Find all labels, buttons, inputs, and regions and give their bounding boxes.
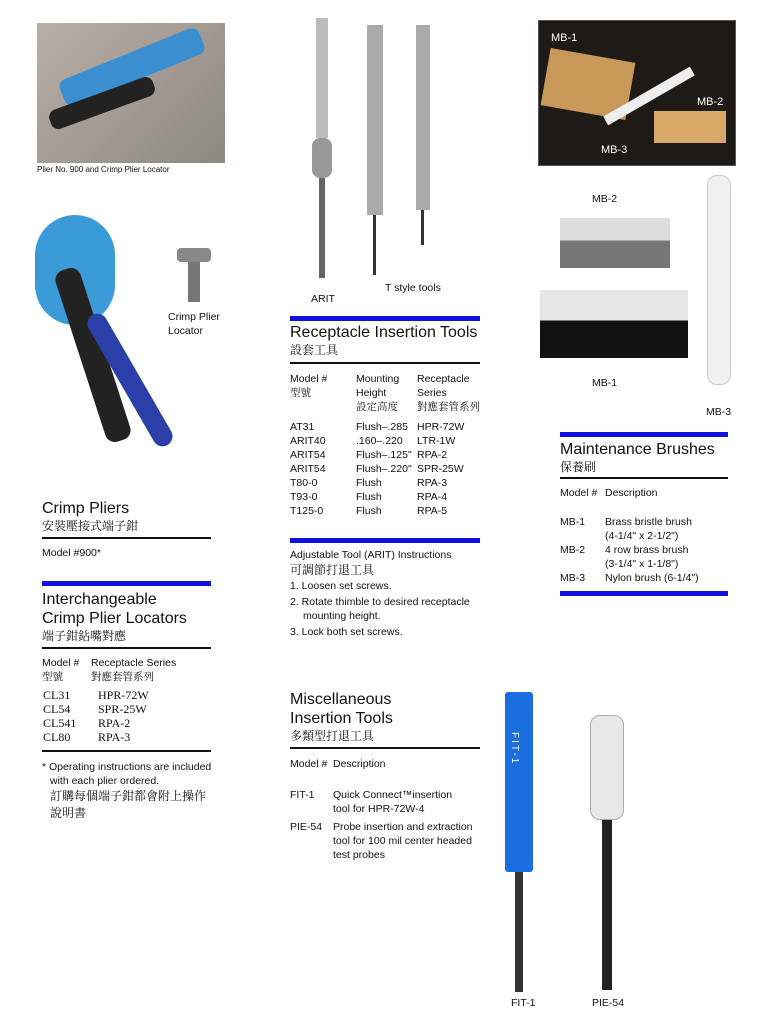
cell-s: RPA-3: [417, 477, 448, 489]
mb1-brush-photo: [540, 290, 688, 358]
mb2-brush-photo: [560, 218, 670, 268]
cell-h: Flush: [356, 505, 382, 517]
cell-s: RPA-5: [417, 505, 448, 517]
receptacle-col-model: Model #: [290, 373, 328, 385]
arit-instructions: Adjustable Tool (ARIT) Instructions 可調節打退工具 1. Loosen set screws. 2. Rotate thimble to desired receptacle mounting height. 3. Lock both set screws.: [290, 549, 470, 638]
mb3-brush-photo: [707, 175, 731, 385]
cell-m: AT31: [290, 421, 315, 433]
plier-photo: [37, 23, 225, 163]
locators-title-2: Crimp Plier Locators: [42, 610, 187, 627]
locators-title-1: Interchangeable: [42, 591, 157, 608]
brushes-col-desc: Description: [605, 487, 658, 499]
brushes-col-model: Model #: [560, 487, 598, 499]
cell-s: LTR-1W: [417, 435, 456, 447]
t-style-tool-photo-1: [367, 25, 383, 275]
cell-h: .160–.220: [356, 435, 403, 447]
table-row: [290, 434, 490, 448]
cell-m: ARIT54: [290, 463, 326, 475]
table-row: FIT-1 Quick Connect™insertion tool for HPR-72W-4: [290, 789, 453, 815]
cell-h: Flush–.220": [356, 463, 412, 475]
table-row: [290, 490, 490, 504]
table-row: MB-1 Brass bristle brush (4-1/4" x 2-1/2"): [560, 516, 692, 542]
cell-m: ARIT40: [290, 435, 326, 447]
plier-caption: Plier No. 900 and Crimp Plier Locator: [37, 165, 170, 174]
cell-m: T125-0: [290, 505, 324, 517]
cell-m: T80-0: [290, 477, 318, 489]
cell-m: ARIT54: [290, 449, 326, 461]
mb3-label: MB-3: [706, 406, 732, 418]
fit1-label: FIT-1: [511, 997, 536, 1009]
cell-s: HPR-72W: [417, 421, 465, 433]
cell-h: Flush: [356, 477, 382, 489]
fit1-handle-text: FIT-1: [509, 732, 520, 766]
table-row: [290, 462, 490, 476]
receptacle-col-series: Receptacle: [417, 373, 470, 385]
locators-col-series-zh: 對應套管系列: [91, 671, 154, 683]
locators-table: [43, 688, 149, 744]
table-row: [290, 420, 490, 434]
crimp-pliers-title: Crimp Pliers: [42, 500, 130, 517]
crimp-plier-photo: [25, 205, 175, 455]
misc-title-2: Insertion Tools: [290, 710, 393, 727]
brushes-table: [560, 515, 735, 585]
arit-tool-photo: [312, 18, 332, 288]
receptacle-title-zh: 設套工具: [290, 343, 339, 357]
table-row: [290, 448, 490, 462]
cell-s: SPR-25W: [417, 463, 464, 475]
arit-label: ARIT: [311, 293, 335, 305]
misc-title-1: Miscellaneous: [290, 691, 392, 708]
cell-h: Flush–.125": [356, 449, 412, 461]
table-row: CL31 HPR-72W: [43, 688, 149, 702]
t-style-label: T style tools: [385, 282, 441, 294]
table-row: [290, 504, 490, 518]
mb2-photo-label: MB-2: [697, 96, 724, 108]
mb2-label: MB-2: [592, 193, 618, 205]
mb1-label: MB-1: [592, 377, 618, 389]
locators-col-model: Model #: [42, 657, 80, 669]
cell-h: Flush: [356, 491, 382, 503]
brushes-title: Maintenance Brushes: [560, 441, 715, 458]
table-row: CL80 RPA-3: [43, 730, 131, 744]
mb3-photo-label: MB-3: [601, 144, 628, 156]
cell-s: RPA-2: [417, 449, 448, 461]
misc-col-desc: Description: [333, 758, 386, 770]
cell-h: Flush–.285: [356, 421, 408, 433]
cell-s: RPA-4: [417, 491, 448, 503]
table-row: CL54 SPR-25W: [43, 702, 147, 716]
crimp-pliers-title-zh: 安裝壓接式端子鉗: [42, 519, 139, 533]
locator-label: Crimp Plier Locator: [168, 311, 220, 337]
locators-col-model-zh: 型號: [42, 671, 63, 683]
pie54-label: PIE-54: [592, 997, 625, 1009]
locators-col-series: Receptacle Series: [91, 657, 177, 669]
locator-photo: [177, 248, 211, 303]
mb1-photo-label: MB-1: [551, 32, 578, 44]
receptacle-title: Receptacle Insertion Tools: [290, 324, 478, 341]
cell-m: T93-0: [290, 491, 318, 503]
t-style-tool-photo-2: [416, 25, 430, 245]
misc-col-model: Model #: [290, 758, 328, 770]
receptacle-table: [290, 420, 490, 518]
locators-title-zh: 端子鉗鉆嘴對應: [42, 629, 127, 643]
locators-note: * Operating instructions are included with each plier ordered. 訂購每個端子鉗都會附上操作 說明書: [42, 761, 212, 820]
crimp-model: Model #900*: [42, 547, 101, 559]
brushes-title-zh: 保養刷: [560, 460, 597, 474]
brushes-photo: [538, 20, 736, 166]
table-row: [290, 476, 490, 490]
table-row: PIE-54 Probe insertion and extraction tool for 100 mil center headed test probes: [290, 821, 473, 861]
table-row: CL541 RPA-2: [43, 716, 131, 730]
misc-title-zh: 多類型打退工具: [290, 729, 375, 743]
receptacle-col-height: Mounting: [356, 373, 400, 385]
pie54-tool-photo: [590, 715, 624, 990]
fit1-tool-photo: [505, 692, 533, 992]
table-row: MB-3 Nylon brush (6-1/4"): [560, 572, 699, 584]
table-row: MB-2 4 row brass brush (3-1/4" x 1-1/8"): [560, 544, 689, 570]
